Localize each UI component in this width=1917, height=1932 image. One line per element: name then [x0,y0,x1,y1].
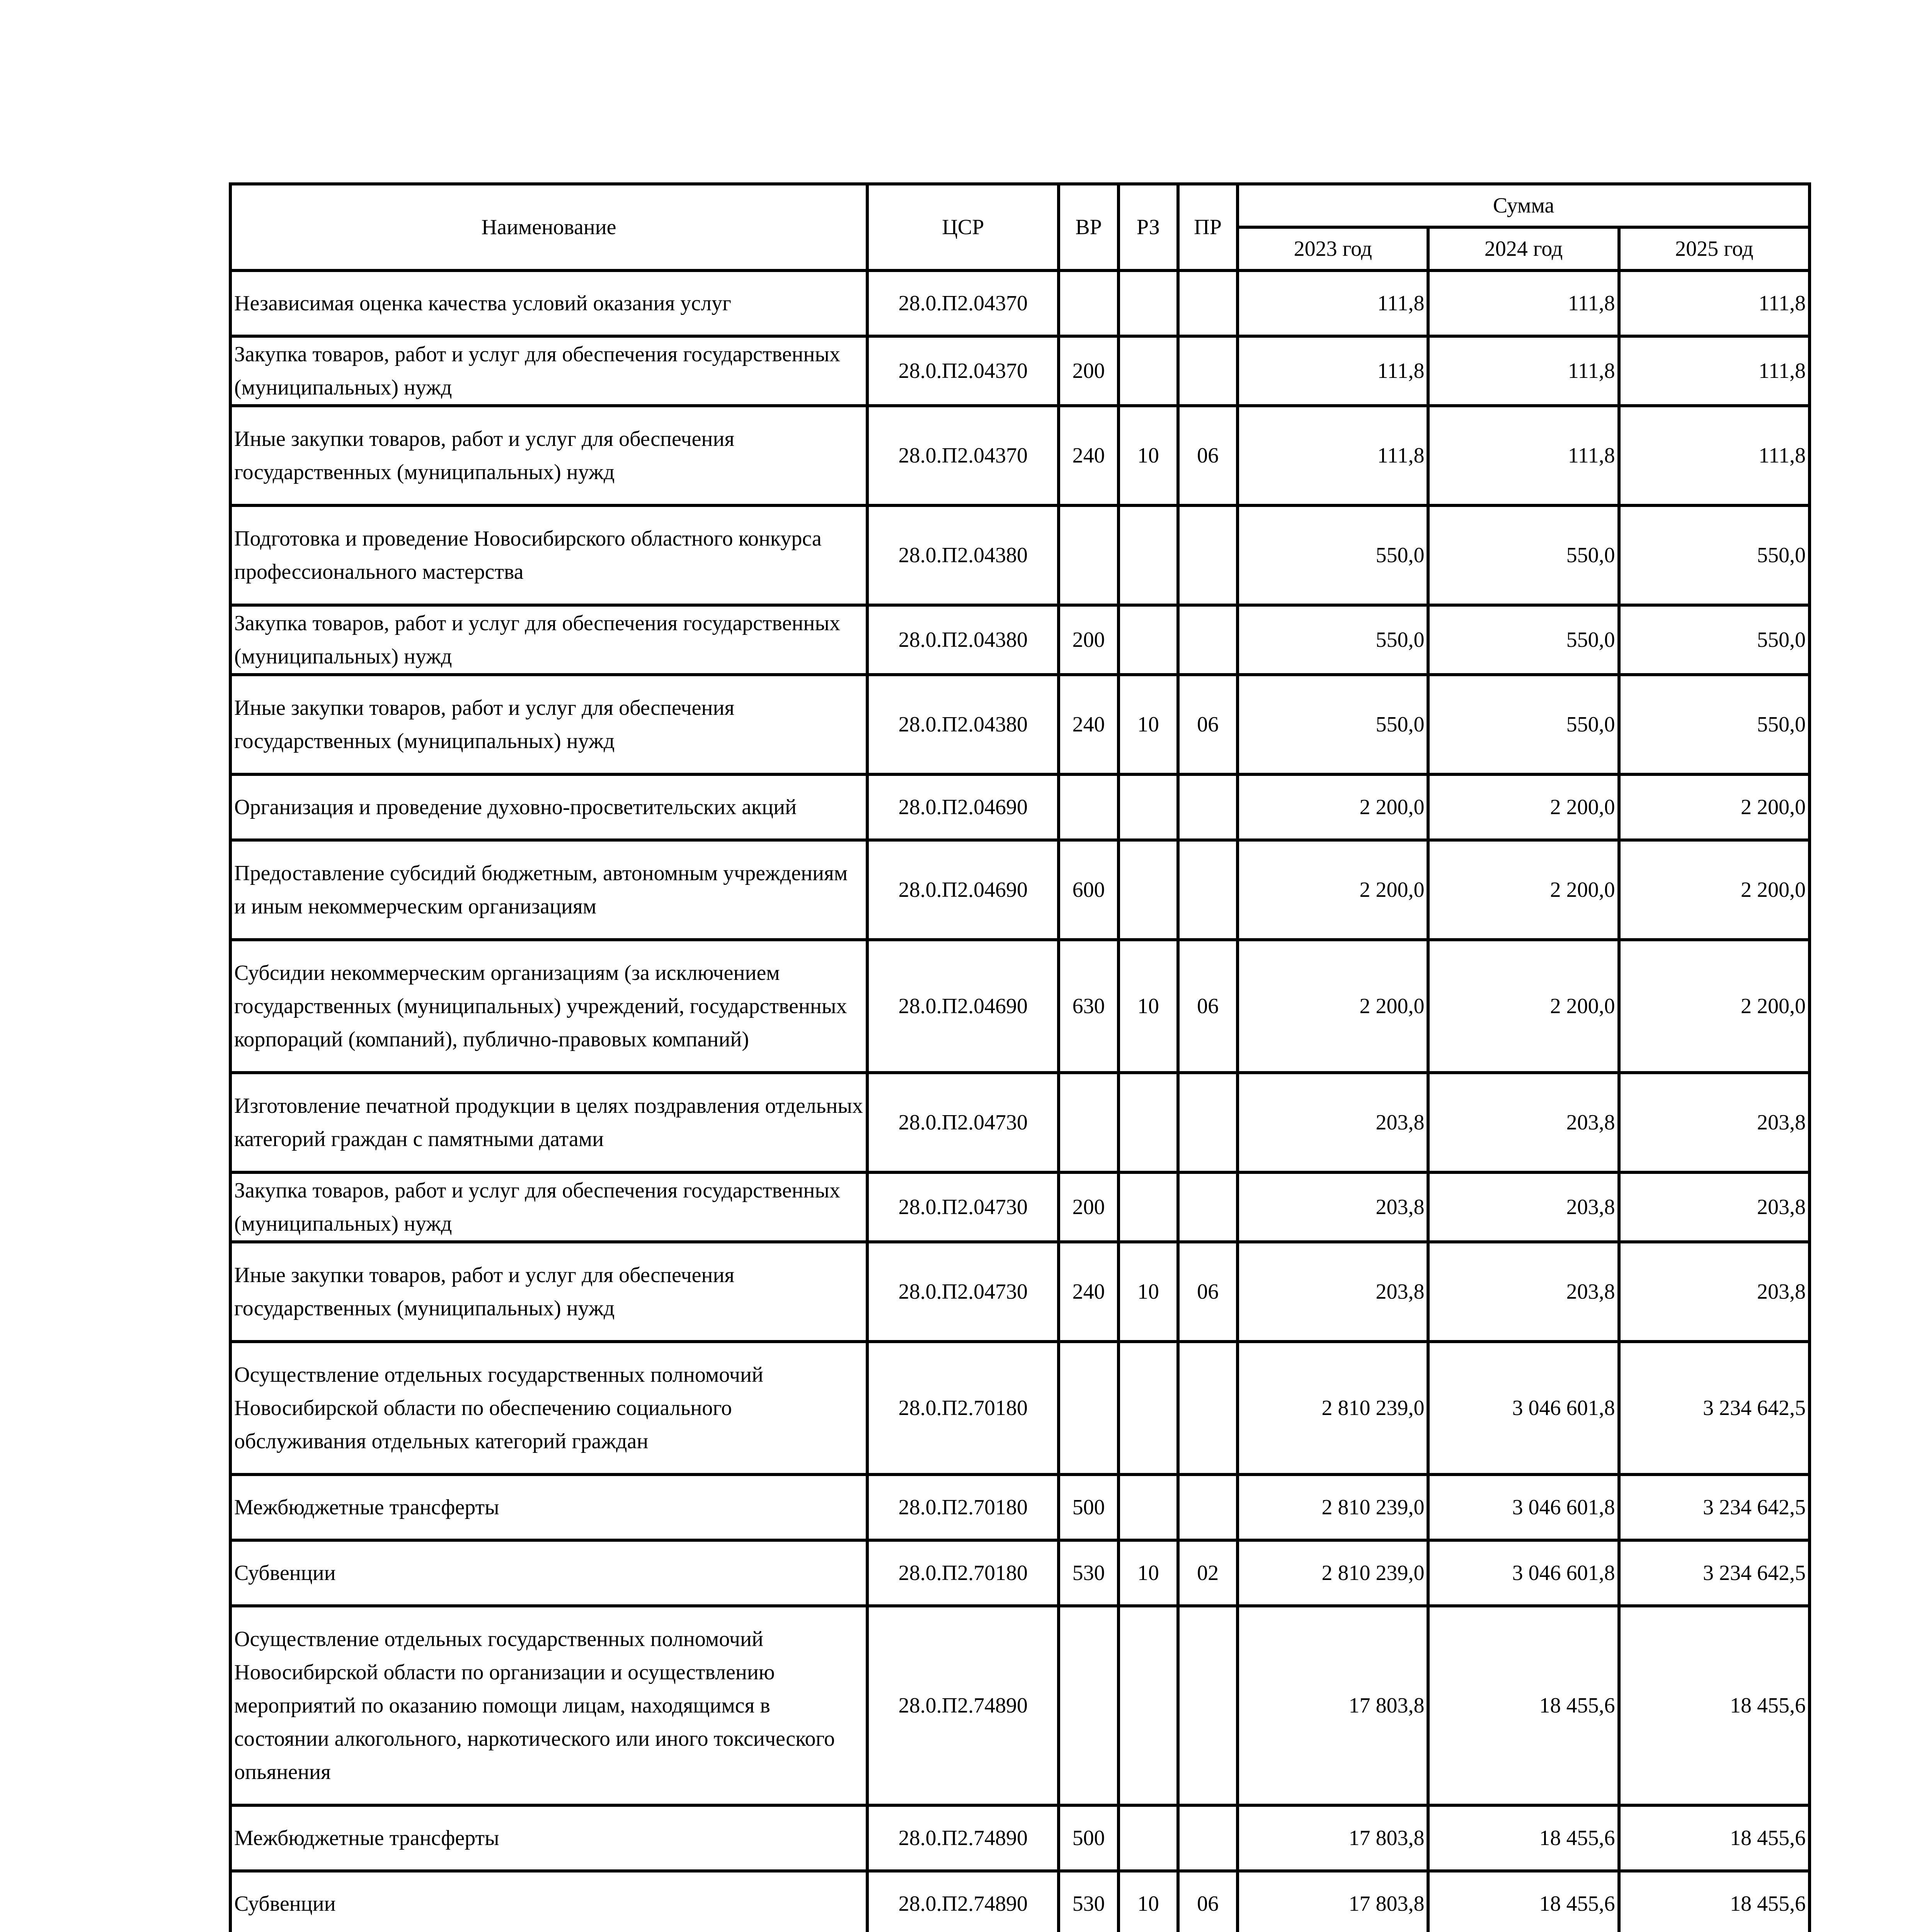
cell-rz [1119,1606,1178,1805]
cell-vr [1059,774,1118,840]
header-vr: ВР [1059,184,1118,270]
table-row [230,505,1810,605]
cell-rz [1119,1172,1178,1242]
cell-rz: 10 [1119,1540,1178,1606]
cell-pr: 06 [1178,406,1238,505]
cell-pr [1178,270,1238,336]
cell-y2024: 550,0 [1428,675,1619,774]
cell-y2025: 3 234 642,5 [1619,1342,1810,1475]
cell-name: Иные закупки товаров, работ и услуг для обеспечения государственных (муниципальных) нужд [230,675,867,774]
cell-name: Подготовка и проведение Новосибирского областного конкурса профессионального мастерства [230,505,867,605]
cell-y2024: 2 200,0 [1428,940,1619,1073]
cell-vr: 530 [1059,1540,1118,1606]
header-2023: 2023 год [1238,227,1428,270]
cell-y2024: 111,8 [1428,270,1619,336]
cell-pr [1178,1342,1238,1475]
cell-y2025: 3 234 642,5 [1619,1475,1810,1540]
cell-y2025: 550,0 [1619,605,1810,675]
cell-name: Изготовление печатной продукции в целях поздравления отдельных категорий граждан с памятными датами [230,1073,867,1172]
table-header [230,184,1810,270]
table-row [230,1606,1810,1805]
cell-csr: 28.0.П2.04690 [867,940,1059,1073]
cell-y2025: 18 455,6 [1619,1606,1810,1805]
cell-y2025: 203,8 [1619,1073,1810,1172]
cell-y2024: 203,8 [1428,1073,1619,1172]
table-body [230,270,1810,1932]
cell-y2024: 2 200,0 [1428,840,1619,940]
cell-y2025: 18 455,6 [1619,1805,1810,1871]
cell-rz: 10 [1119,1871,1178,1932]
cell-vr: 240 [1059,1242,1118,1342]
table-row [230,1805,1810,1871]
cell-rz [1119,505,1178,605]
cell-rz: 10 [1119,406,1178,505]
cell-y2024: 2 200,0 [1428,774,1619,840]
cell-y2025: 550,0 [1619,675,1810,774]
cell-rz [1119,774,1178,840]
cell-y2024: 18 455,6 [1428,1871,1619,1932]
cell-rz [1119,1475,1178,1540]
cell-pr [1178,336,1238,406]
cell-y2025: 3 234 642,5 [1619,1540,1810,1606]
cell-name: Иные закупки товаров, работ и услуг для обеспечения государственных (муниципальных) нужд [230,406,867,505]
cell-y2024: 550,0 [1428,505,1619,605]
cell-csr: 28.0.П2.04730 [867,1073,1059,1172]
cell-vr: 500 [1059,1805,1118,1871]
table-row [230,336,1810,406]
cell-rz: 10 [1119,1242,1178,1342]
cell-name: Организация и проведение духовно-просветительских акций [230,774,867,840]
table-row [230,1242,1810,1342]
cell-y2023: 2 200,0 [1238,940,1428,1073]
cell-y2023: 550,0 [1238,675,1428,774]
cell-y2025: 550,0 [1619,505,1810,605]
cell-csr: 28.0.П2.04380 [867,605,1059,675]
cell-csr: 28.0.П2.04370 [867,336,1059,406]
cell-name: Субвенции [230,1540,867,1606]
cell-name: Субсидии некоммерческим организациям (за исключением государственных (муниципальных) учреждений, государственных корпораций (компаний), публично-правовых компаний) [230,940,867,1073]
cell-y2023: 203,8 [1238,1242,1428,1342]
cell-name: Субвенции [230,1871,867,1932]
cell-name: Иные закупки товаров, работ и услуг для обеспечения государственных (муниципальных) нужд [230,1242,867,1342]
cell-y2024: 3 046 601,8 [1428,1475,1619,1540]
cell-name: Осуществление отдельных государственных полномочий Новосибирской области по обеспечению социального обслуживания отдельных категорий граждан [230,1342,867,1475]
cell-pr: 06 [1178,940,1238,1073]
cell-pr: 06 [1178,1871,1238,1932]
cell-y2025: 203,8 [1619,1242,1810,1342]
cell-vr: 600 [1059,840,1118,940]
cell-csr: 28.0.П2.04380 [867,505,1059,605]
cell-y2023: 2 810 239,0 [1238,1342,1428,1475]
cell-pr [1178,840,1238,940]
cell-y2025: 111,8 [1619,270,1810,336]
cell-pr: 06 [1178,675,1238,774]
table-row [230,1540,1810,1606]
table-row [230,1073,1810,1172]
cell-name: Предоставление субсидий бюджетным, автономным учреждениям и иным некоммерческим организациям [230,840,867,940]
cell-rz [1119,336,1178,406]
cell-y2024: 550,0 [1428,605,1619,675]
cell-y2024: 18 455,6 [1428,1606,1619,1805]
header-sum: Сумма [1238,184,1810,227]
cell-y2023: 2 810 239,0 [1238,1475,1428,1540]
cell-name: Межбюджетные трансферты [230,1475,867,1540]
cell-y2024: 203,8 [1428,1172,1619,1242]
cell-csr: 28.0.П2.74890 [867,1805,1059,1871]
cell-y2023: 550,0 [1238,505,1428,605]
table-row [230,605,1810,675]
cell-vr [1059,1073,1118,1172]
header-2025: 2025 год [1619,227,1810,270]
cell-vr [1059,1606,1118,1805]
cell-vr [1059,270,1118,336]
cell-pr [1178,774,1238,840]
cell-rz [1119,1342,1178,1475]
budget-table [229,182,1811,1932]
cell-csr: 28.0.П2.04370 [867,270,1059,336]
cell-vr: 530 [1059,1871,1118,1932]
cell-csr: 28.0.П2.04730 [867,1242,1059,1342]
cell-y2023: 203,8 [1238,1172,1428,1242]
table-row [230,1172,1810,1242]
cell-y2025: 111,8 [1619,406,1810,505]
cell-csr: 28.0.П2.04730 [867,1172,1059,1242]
cell-y2025: 2 200,0 [1619,940,1810,1073]
table-row [230,840,1810,940]
cell-y2023: 17 803,8 [1238,1606,1428,1805]
cell-csr: 28.0.П2.04690 [867,840,1059,940]
cell-name: Закупка товаров, работ и услуг для обеспечения государственных (муниципальных) нужд [230,605,867,675]
cell-vr: 200 [1059,1172,1118,1242]
cell-vr: 500 [1059,1475,1118,1540]
table-row [230,270,1810,336]
cell-y2023: 2 200,0 [1238,774,1428,840]
table-row [230,1475,1810,1540]
cell-y2024: 3 046 601,8 [1428,1342,1619,1475]
cell-y2024: 111,8 [1428,336,1619,406]
cell-csr: 28.0.П2.70180 [867,1342,1059,1475]
table-row [230,406,1810,505]
cell-name: Независимая оценка качества условий оказания услуг [230,270,867,336]
table-row [230,940,1810,1073]
cell-y2025: 2 200,0 [1619,840,1810,940]
cell-name: Межбюджетные трансферты [230,1805,867,1871]
header-rz: РЗ [1119,184,1178,270]
header-csr: ЦСР [867,184,1059,270]
cell-pr [1178,605,1238,675]
cell-y2023: 111,8 [1238,406,1428,505]
cell-y2023: 2 810 239,0 [1238,1540,1428,1606]
cell-y2023: 550,0 [1238,605,1428,675]
cell-pr [1178,1805,1238,1871]
cell-y2024: 3 046 601,8 [1428,1540,1619,1606]
cell-y2024: 111,8 [1428,406,1619,505]
cell-pr [1178,1475,1238,1540]
cell-pr [1178,1172,1238,1242]
cell-y2023: 203,8 [1238,1073,1428,1172]
cell-y2023: 111,8 [1238,270,1428,336]
cell-vr: 240 [1059,675,1118,774]
cell-vr [1059,505,1118,605]
cell-rz [1119,605,1178,675]
cell-y2025: 18 455,6 [1619,1871,1810,1932]
cell-y2025: 111,8 [1619,336,1810,406]
header-2024: 2024 год [1428,227,1619,270]
cell-csr: 28.0.П2.04690 [867,774,1059,840]
cell-y2024: 18 455,6 [1428,1805,1619,1871]
cell-rz: 10 [1119,675,1178,774]
cell-rz [1119,1805,1178,1871]
cell-y2025: 203,8 [1619,1172,1810,1242]
cell-pr [1178,1606,1238,1805]
header-name: Наименование [230,184,867,270]
cell-y2023: 17 803,8 [1238,1871,1428,1932]
cell-vr: 200 [1059,336,1118,406]
cell-csr: 28.0.П2.04370 [867,406,1059,505]
cell-name: Закупка товаров, работ и услуг для обеспечения государственных (муниципальных) нужд [230,1172,867,1242]
cell-pr [1178,505,1238,605]
cell-vr [1059,1342,1118,1475]
cell-rz [1119,270,1178,336]
cell-pr [1178,1073,1238,1172]
cell-csr: 28.0.П2.74890 [867,1606,1059,1805]
table-row [230,1342,1810,1475]
cell-csr: 28.0.П2.70180 [867,1540,1059,1606]
cell-y2023: 111,8 [1238,336,1428,406]
table-row [230,774,1810,840]
cell-pr: 06 [1178,1242,1238,1342]
cell-vr: 200 [1059,605,1118,675]
cell-y2024: 203,8 [1428,1242,1619,1342]
table-row [230,675,1810,774]
cell-y2023: 2 200,0 [1238,840,1428,940]
cell-csr: 28.0.П2.70180 [867,1475,1059,1540]
cell-csr: 28.0.П2.74890 [867,1871,1059,1932]
cell-vr: 630 [1059,940,1118,1073]
cell-rz: 10 [1119,940,1178,1073]
cell-rz [1119,1073,1178,1172]
table-row [230,1871,1810,1932]
cell-y2025: 2 200,0 [1619,774,1810,840]
cell-rz [1119,840,1178,940]
cell-name: Осуществление отдельных государственных полномочий Новосибирской области по организации и осуществлению мероприятий по оказанию помощи лицам, находящимся в состоянии алкогольного, наркотического или иного токсического опьянения [230,1606,867,1805]
cell-y2023: 17 803,8 [1238,1805,1428,1871]
cell-vr: 240 [1059,406,1118,505]
header-pr: ПР [1178,184,1238,270]
cell-csr: 28.0.П2.04380 [867,675,1059,774]
cell-name: Закупка товаров, работ и услуг для обеспечения государственных (муниципальных) нужд [230,336,867,406]
cell-pr: 02 [1178,1540,1238,1606]
